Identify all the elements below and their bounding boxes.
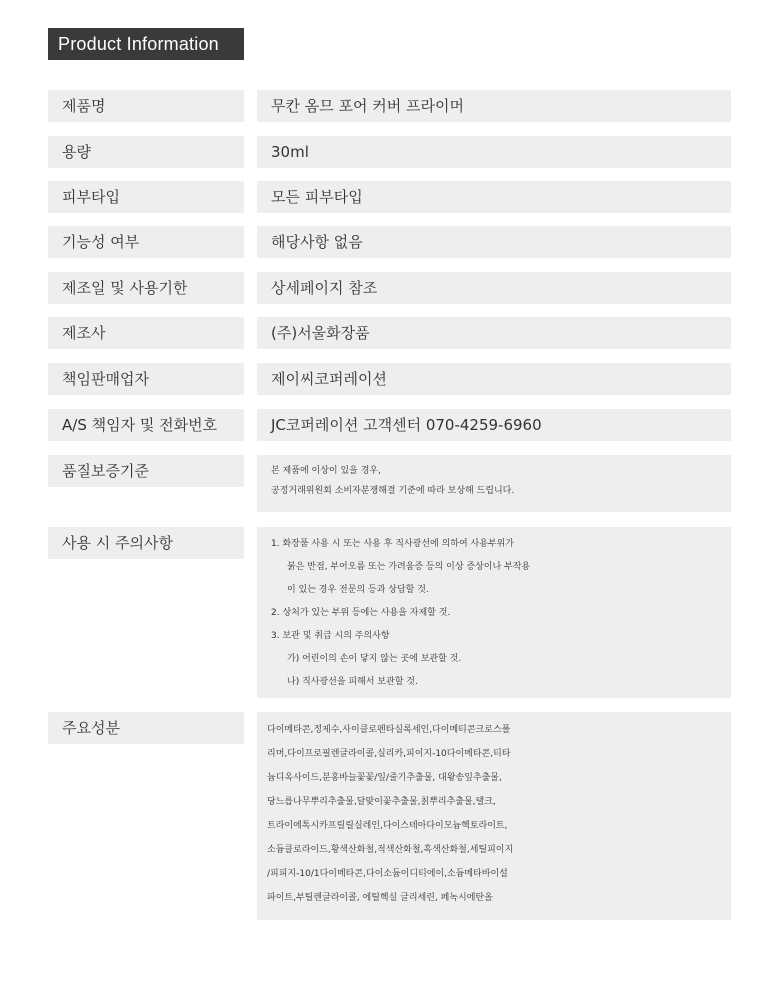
row-value — [257, 712, 731, 920]
row-label — [48, 455, 244, 487]
quality-line: 공정거래위원회 소비자분쟁해결 기준에 따라 보상해 드립니다. — [271, 486, 515, 496]
ingredient-line: 리머,다이프로필렌글라이콜,실리카,피이지-10다이메타콘,티타 — [267, 749, 511, 759]
row-label: A/S 책임자 및 전화번호 — [48, 409, 244, 441]
caution-line: 붉은 반점, 부어오름 또는 가려움증 등의 이상 증상이나 부작용 — [287, 562, 531, 572]
ingredient-line: 늄디옥사이드,분홍바늘꽃꽃/잎/줄기추출물, 대왕송잎추출물, — [267, 773, 502, 783]
row-label: 제품명 — [48, 90, 244, 122]
row-label: 제조일 및 사용기한 — [48, 272, 244, 304]
row-value: JC코퍼레이션 고객센터 070-4259-6960 — [257, 409, 731, 441]
row-label: 용량 — [48, 136, 244, 168]
row-label: 기능성 여부 — [48, 226, 244, 258]
caution-line: 1. 화장품 사용 시 또는 사용 후 직사광선에 의하여 사용부위가 — [271, 539, 514, 549]
ingredient-line: 다이메타콘,정제수,사이클로펜타실록세인,다이메티콘크로스폴 — [267, 725, 511, 735]
row-label: 책임판매업자 — [48, 363, 244, 395]
row-value: 제이씨코퍼레이션 — [257, 363, 731, 395]
caution-line: 이 있는 경우 전문의 등과 상담할 것. — [287, 585, 429, 595]
row-label-text: 품질보증기준 — [62, 462, 149, 480]
row-value: 모든 피부타입 — [257, 181, 731, 213]
ingredient-line: 파이트,부틸렌글라이콜, 에틸헥실 글리세린, 페녹시에탄올 — [267, 893, 493, 903]
ingredient-line: /피피지-10/1다이메타콘,다이소듐이디티에이,소듐메타바이설 — [267, 869, 508, 879]
ingredient-line: 당느릅나무뿌리추출물,달맞이꽃추출물,칡뿌리추출물,탤크, — [267, 797, 496, 807]
row-label: 피부타입 — [48, 181, 244, 213]
row-value: 30ml — [257, 136, 731, 168]
ingredient-line: 트라이에톡시카프릴릴실레인,다이스테아다이모늄헥토라이트, — [267, 821, 508, 831]
row-value — [257, 527, 731, 698]
caution-line: 2. 상처가 있는 부위 등에는 사용을 자제할 것. — [271, 608, 451, 618]
quality-line: 본 제품에 이상이 있을 경우, — [271, 466, 381, 476]
row-label — [48, 712, 244, 744]
caution-line: 나) 직사광선을 피해서 보관할 것. — [287, 677, 418, 687]
caution-line: 3. 보관 및 취급 시의 주의사항 — [271, 631, 390, 641]
caution-line: 가) 어린이의 손이 닿지 않는 곳에 보관할 것. — [287, 654, 462, 664]
row-value: 무칸 옴므 포어 커버 프라이머 — [257, 90, 731, 122]
row-label: 제조사 — [48, 317, 244, 349]
row-value: 상세페이지 참조 — [257, 272, 731, 304]
row-value — [257, 455, 731, 512]
section-title: Product Information — [48, 28, 244, 60]
row-label — [48, 527, 244, 559]
ingredient-line: 소듐클로라이드,황색산화철,적색산화철,흑색산화철,세틸피이지 — [267, 845, 514, 855]
row-label-text: 사용 시 주의사항 — [62, 534, 173, 552]
row-value: (주)서울화장품 — [257, 317, 731, 349]
row-value: 해당사항 없음 — [257, 226, 731, 258]
row-label-text: 주요성분 — [62, 719, 120, 737]
